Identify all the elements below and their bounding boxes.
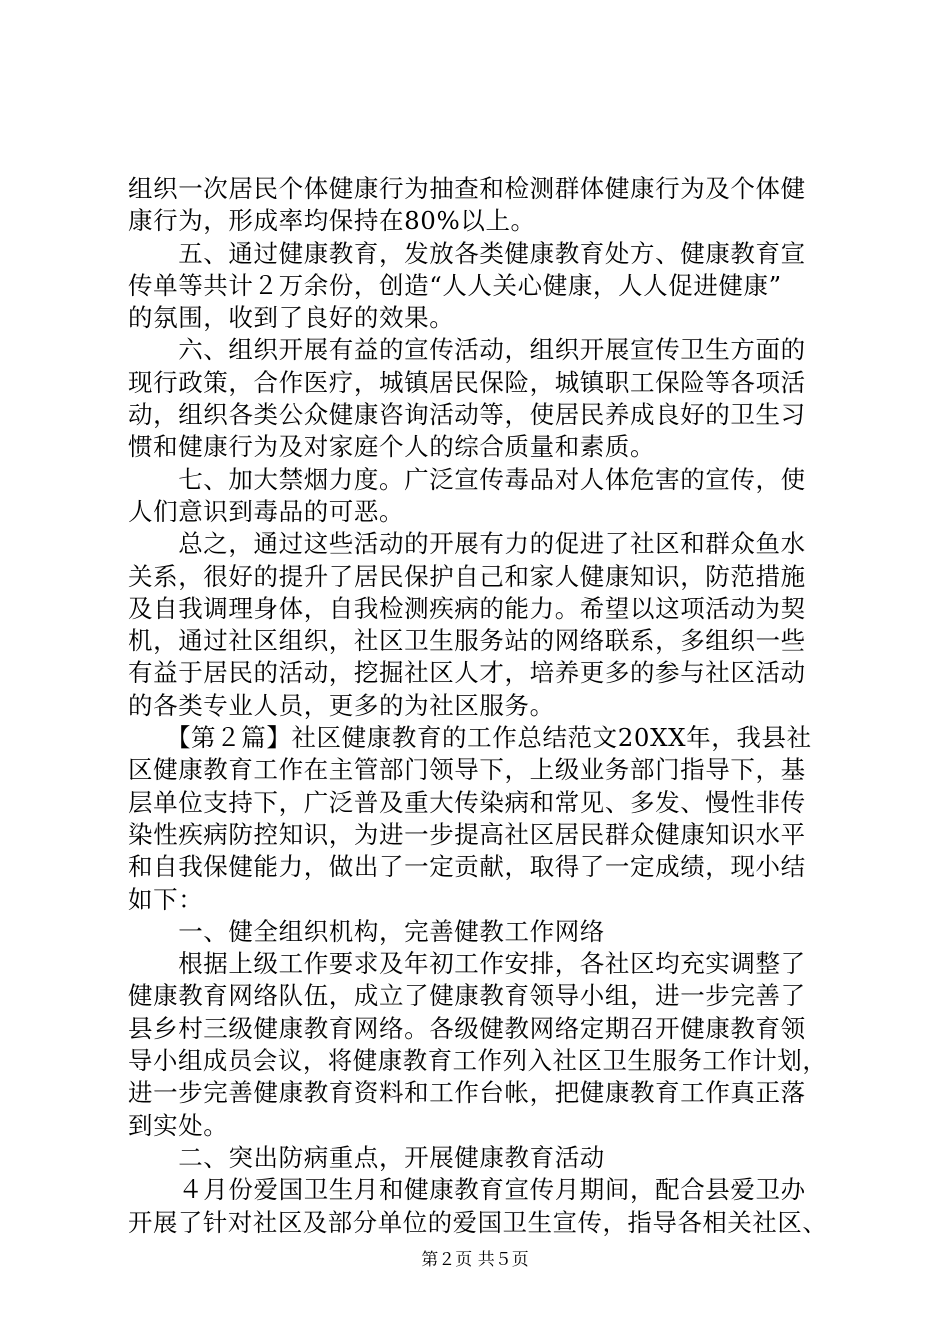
text-line: 染性疾病防控知识，为进一步提高社区居民群众健康知识水平 (128, 819, 806, 849)
document-body (128, 173, 828, 1239)
text-line: 现行政策，合作医疗，城镇居民保险，城镇职工保险等各项活 (128, 367, 806, 397)
text-line: 七、加大禁烟力度。广泛宣传毒品对人体危害的宣传，使 (128, 464, 806, 494)
text-line: 如下： (128, 884, 204, 914)
text-line: 康行为，形成率均保持在80%以上。 (128, 206, 536, 236)
text-line: 【第２篇】社区健康教育的工作总结范文20XX年，我县社 (128, 723, 812, 753)
text-line: 进一步完善健康教育资料和工作台帐，把健康教育工作真正落 (128, 1078, 806, 1108)
text-line: 的各类专业人员，更多的为社区服务。 (128, 690, 555, 720)
text-line: 开展了针对社区及部分单位的爱国卫生宣传，指导各相关社区、 (128, 1207, 828, 1237)
text-line: 关系，很好的提升了居民保护自己和家人健康知识，防范措施 (128, 561, 806, 591)
page-number-label: 第２页 共５页 (421, 1250, 529, 1270)
text-line: 人们意识到毒品的可恶。 (128, 496, 405, 526)
text-line: 一、健全组织机构，完善健教工作网络 (128, 916, 605, 946)
text-line: 和自我保健能力，做出了一定贡献，取得了一定成绩，现小结 (128, 852, 806, 882)
text-line: 机，通过社区组织，社区卫生服务站的网络联系，多组织一些 (128, 626, 806, 656)
text-line: 惯和健康行为及对家庭个人的综合质量和素质。 (128, 432, 656, 462)
text-line: 区健康教育工作在主管部门领导下，上级业务部门指导下，基 (128, 755, 806, 785)
text-line: 及自我调理身体，自我检测疾病的能力。希望以这项活动为契 (128, 593, 806, 623)
text-line: 总之，通过这些活动的开展有力的促进了社区和群众鱼水 (128, 529, 806, 559)
text-line: 组织一次居民个体健康行为抽查和检测群体健康行为及个体健 (128, 174, 806, 203)
text-line: ４月份爱国卫生月和健康教育宣传月期间，配合县爱卫办 (128, 1175, 806, 1205)
text-line: 二、突出防病重点，开展健康教育活动 (128, 1142, 605, 1172)
text-line: 传单等共计２万余份，创造“人人关心健康，人人促进健康” (128, 270, 782, 300)
text-line: 根据上级工作要求及年初工作安排，各社区均充实调整了 (128, 949, 806, 979)
text-line: 健康教育网络队伍，成立了健康教育领导小组，进一步完善了 (128, 981, 806, 1011)
text-line: 的氛围，收到了良好的效果。 (128, 303, 455, 333)
text-line: 导小组成员会议，将健康教育工作列入社区卫生服务工作计划， (128, 1046, 828, 1076)
page-footer (0, 1245, 950, 1270)
text-line: 层单位支持下，广泛普及重大传染病和常见、多发、慢性非传 (128, 787, 806, 817)
text-line: 动，组织各类公众健康咨询活动等，使居民养成良好的卫生习 (128, 400, 806, 430)
text-line: 有益于居民的活动，挖掘社区人才，培养更多的参与社区活动 (128, 658, 806, 688)
text-line: 六、组织开展有益的宣传活动，组织开展宣传卫生方面的 (128, 335, 806, 365)
text-line: 到实处。 (128, 1110, 229, 1140)
text-line: 五、通过健康教育，发放各类健康教育处方、健康教育宣 (128, 238, 806, 268)
text-line: 县乡村三级健康教育网络。各级健教网络定期召开健康教育领 (128, 1013, 806, 1043)
